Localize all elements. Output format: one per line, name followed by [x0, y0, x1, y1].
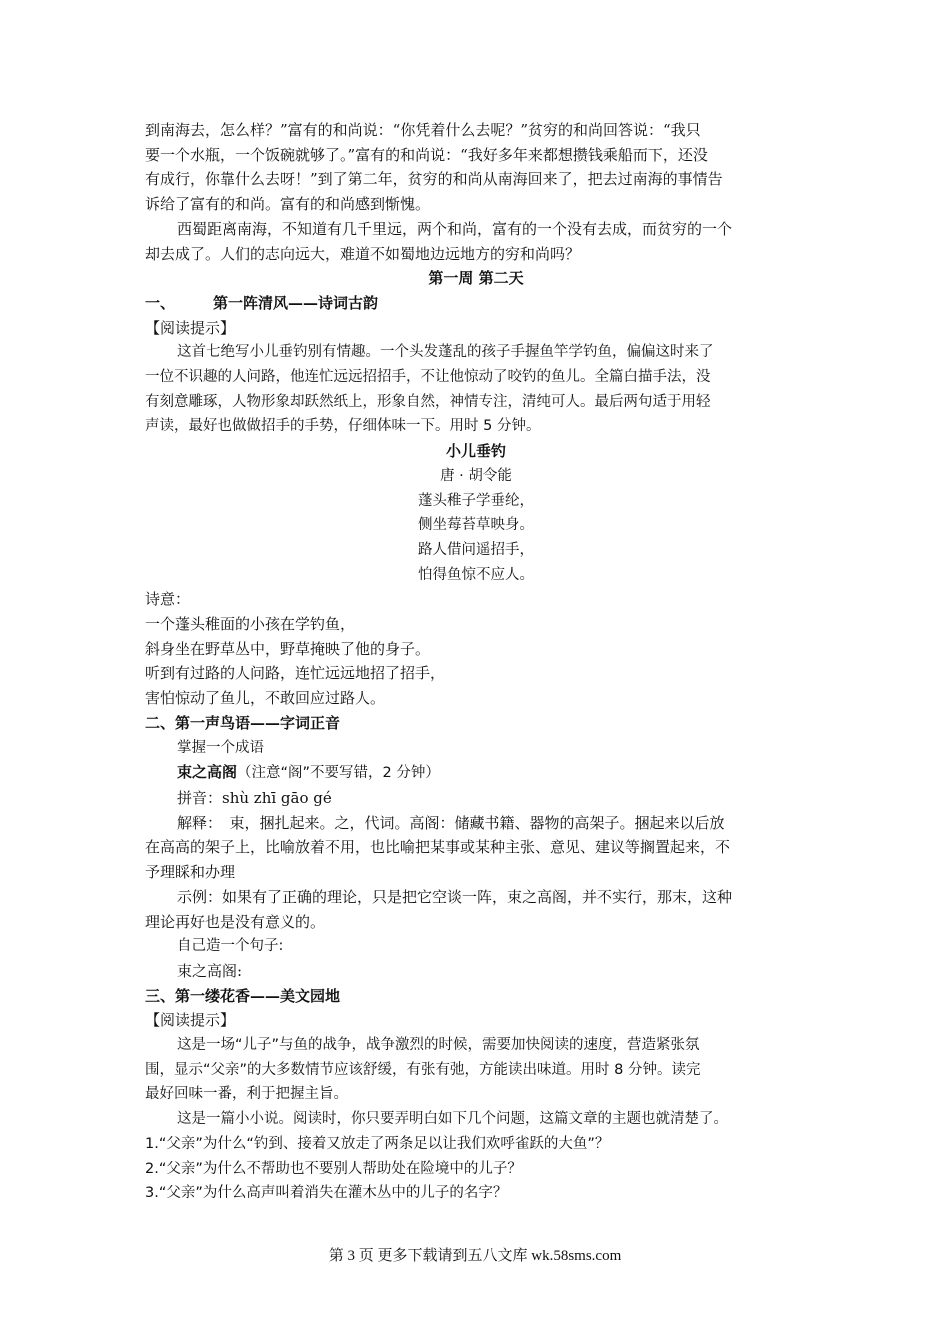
document-page — [145, 118, 807, 1206]
text-line: 这是一场“儿子”与鱼的战争，战争激烈的时候，需要加快阅读的速度，营造紧张氛 — [177, 1037, 700, 1054]
story-intro: 这是一篇小小说。阅读时，你只要弄明白如下几个问题，这篇文章的主题也就清楚了。 — [177, 1111, 728, 1128]
question-item: 1.“父亲”为什么“钓到、接着又放走了两条足以让我们欢呼雀跃的大鱼”？ — [145, 1135, 610, 1152]
text-line: 要一个水瓶，一个饭碗就够了。”富有的和尚说：“我好多年来都想攒钱乘船而下，还没 — [145, 145, 708, 164]
poem-meaning-line: 害怕惊动了鱼儿，不敢回应过路人。 — [145, 689, 386, 708]
text-line: 一位不识趣的人问路，他连忙远远招招手，不让他惊动了咬钓的鱼儿。全篇白描手法，没 — [145, 369, 711, 386]
reading-hint-paragraph — [145, 340, 807, 439]
text-line: 解释： 束，捆扎起来。之，代词。高阁：储藏书籍、器物的高架子。捆起来以后放 — [177, 813, 725, 832]
text-line: 诉给了富有的和尚。富有的和尚感到惭愧。 — [145, 195, 431, 214]
idiom-pinyin: 拼音：shù zhī gāo gé — [177, 788, 332, 807]
idiom-line — [145, 760, 807, 786]
reading-hint-label: 【阅读提示】 — [145, 318, 236, 337]
intro-paragraph-1 — [145, 118, 807, 217]
text-line: 在高高的架子上，比喻放着不用，也比喻把某事或某种主张、意见、建议等搁置起来，不 — [145, 838, 731, 857]
poem-meaning-line: 听到有过路的人问路，连忙远远地招了招手， — [145, 664, 446, 683]
text-line: 予理睬和办理 — [145, 863, 236, 882]
section-2-heading: 二、第一声鸟语——字词正音 — [145, 713, 341, 732]
text-line: 这首七绝写小儿垂钓别有情趣。一个头发蓬乱的孩子手握鱼竿学钓鱼，偏偏这时来了 — [177, 344, 714, 361]
intro-paragraph-2 — [145, 217, 807, 266]
text-line: 西蜀距离南海，不知道有几千里远，两个和尚，富有的一个没有去成，而贫穷的一个 — [177, 219, 733, 238]
fill-in-label: 束之高阁: — [177, 961, 243, 980]
section-3-heading: 三、第一缕花香——美文园地 — [145, 986, 341, 1005]
poem-meaning-line: 一个蓬头稚面的小孩在学钓鱼， — [145, 615, 356, 634]
section-1-heading — [145, 291, 807, 316]
poem-line: 怕得鱼惊不应人。 — [418, 566, 534, 583]
idiom-explanation — [145, 811, 807, 885]
question-item: 2.“父亲”为什么不帮助也不要别人帮助处在险境中的儿子？ — [145, 1160, 522, 1177]
idiom-intro: 掌握一个成语 — [177, 739, 264, 756]
question-item: 3.“父亲”为什么高声叫着消失在灌木丛中的儿子的名字？ — [145, 1185, 508, 1202]
text-line: 示例：如果有了正确的理论，只是把它空谈一阵，束之高阁，并不实行，那末，这种 — [177, 887, 733, 906]
poem-meaning-line: 斜身坐在野草丛中，野草掩映了他的身子。 — [145, 639, 431, 658]
poem-line: 侧坐莓苔草映身。 — [418, 517, 534, 534]
make-sentence-prompt: 自己造一个句子: — [177, 938, 284, 955]
poem-line: 蓬头稚子学垂纶， — [418, 492, 534, 509]
text-line: 却去成了。人们的志向远大，难道不如蜀地边远地方的穷和尚吗？ — [145, 244, 581, 263]
page-footer: 第 3 页 更多下载请到五八文库 wk.58sms.com — [328, 1248, 622, 1264]
idiom-example — [145, 885, 807, 934]
text-line: 围，显示“父亲”的大多数情节应该舒缓，有张有弛，方能读出味道。用时 8 分钟。读完 — [145, 1061, 701, 1078]
reading-hint-label: 【阅读提示】 — [145, 1011, 236, 1030]
poem-line: 路人借问遥招手， — [418, 541, 534, 558]
poem-author: 唐 · 胡令能 — [440, 467, 512, 484]
reading-hint-paragraph — [145, 1033, 807, 1107]
day-title: 第一周 第二天 — [428, 269, 524, 288]
section-number: 一、 — [145, 293, 176, 312]
text-line: 有成行，你靠什么去呀！”到了第二年，贫穷的和尚从南海回来了，把去过南海的事情告 — [145, 170, 723, 189]
idiom-note: （注意“阁”不要写错，2 分钟） — [237, 765, 440, 782]
text-line: 理论再好也是没有意义的。 — [145, 912, 326, 931]
text-line: 声读，最好也做做招手的手势，仔细体味一下。用时 5 分钟。 — [145, 418, 541, 435]
text-line: 最好回味一番，利于把握主旨。 — [145, 1086, 348, 1103]
poem-title: 小儿垂钓 — [445, 442, 506, 461]
text-line: 到南海去，怎么样？”富有的和尚说：“你凭着什么去呢？”贫穷的和尚回答说：“我只 — [145, 121, 701, 139]
section-title: 第一阵清风——诗词古韵 — [213, 293, 379, 312]
idiom-word: 束之高阁 — [177, 763, 238, 782]
poem-meaning-label: 诗意： — [145, 590, 191, 609]
text-line: 有刻意雕琢，人物形象却跃然纸上，形象自然，神情专注，清纯可人。最后两句适于用轻 — [145, 393, 711, 410]
